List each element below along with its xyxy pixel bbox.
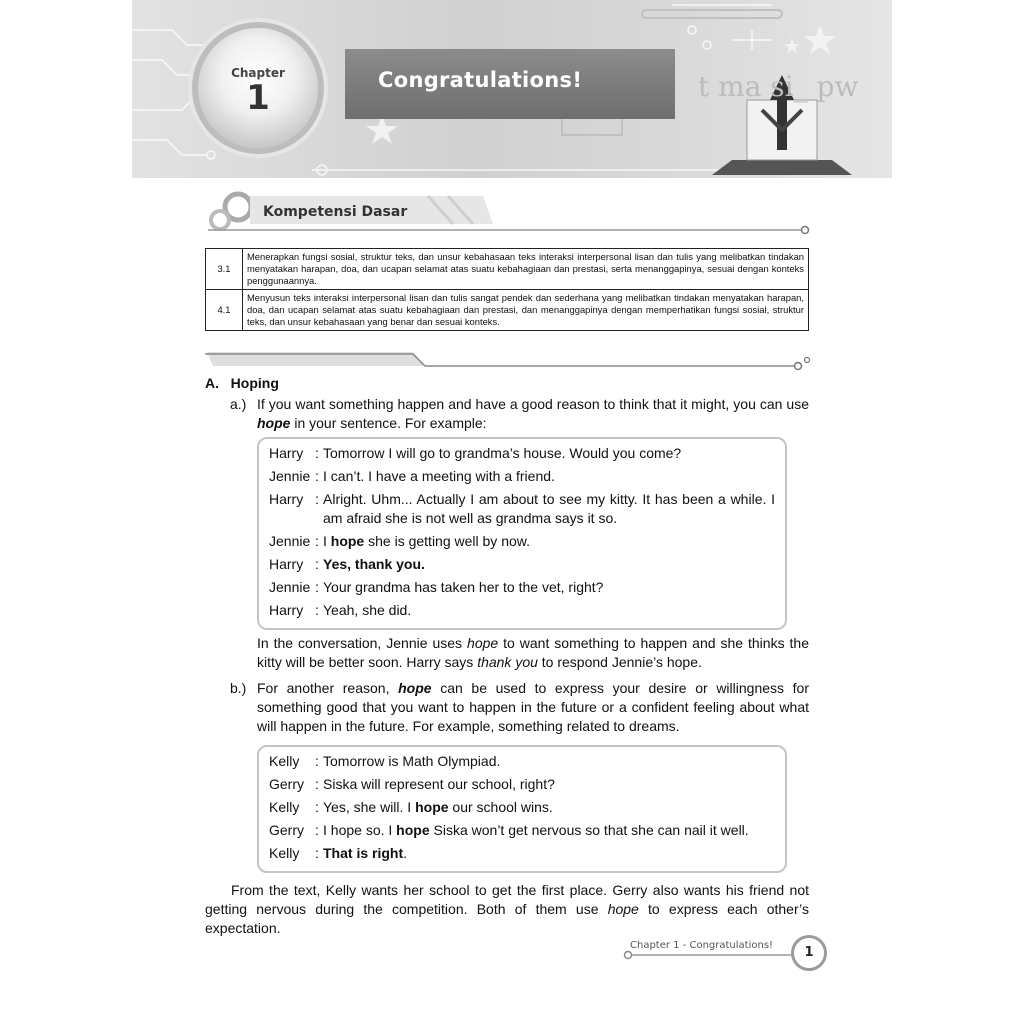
hope-emphasis: hope bbox=[396, 822, 430, 838]
kd-title: Kompetensi Dasar bbox=[263, 204, 408, 220]
page-number-badge bbox=[791, 935, 827, 971]
item-a bbox=[205, 395, 809, 433]
dialog-line: Harry : Yes, thank you. bbox=[269, 556, 425, 572]
speaker: Kelly bbox=[269, 799, 300, 815]
line-text: Tomorrow I will go to grandma’s house. Would you come? bbox=[323, 445, 682, 461]
item-b-label: b.) bbox=[230, 680, 247, 696]
dialog-line: Harry : Alright. Uhm... Actually I am about to see my kitty. It has been a while. I am afraid she is not well as grandma says it so. bbox=[269, 491, 775, 526]
line-text: Alright. Uhm... Actually I am about to see my kitty. It has been a while. I am afraid she is not well as grandma says it so. bbox=[323, 491, 775, 526]
item-a-text-end: in your sentence. For example: bbox=[290, 415, 487, 431]
hope-emphasis: hope bbox=[415, 799, 449, 815]
kd-table bbox=[205, 248, 809, 331]
line-text-end: she is getting well by now. bbox=[364, 533, 530, 549]
footer-line bbox=[622, 948, 802, 968]
item-a-text: If you want something happen and have a good reason to think that it might, you can use bbox=[257, 396, 809, 412]
line-text-end: . bbox=[403, 845, 408, 861]
chapter-badge bbox=[198, 28, 318, 148]
line-text: I can’t. I have a meeting with a friend. bbox=[323, 468, 555, 484]
item-b-text-end: can be used to express your desire or willingness for something good that you want to happen in the future or a confident feeling about what will happen in the future. For example, something related to dreams. bbox=[257, 680, 809, 734]
explain-text: In the conversation, Jennie uses bbox=[257, 635, 468, 651]
response-emphasis: That is right bbox=[323, 845, 404, 861]
conclusion-paragraph bbox=[205, 881, 809, 938]
watermark: t ma si_ pw bbox=[698, 70, 859, 103]
speaker: Gerry bbox=[269, 776, 304, 792]
item-b-text: For another reason, bbox=[257, 680, 399, 696]
speaker: Harry bbox=[269, 445, 304, 461]
line-text: Your grandma has taken her to the vet, right? bbox=[323, 579, 604, 595]
line-text-end: our school wins. bbox=[448, 799, 553, 815]
kd-text: Menerapkan fungsi sosial, struktur teks, dan unsur kebahasaan teks interaksi interpersonal lisan dan tulis yang melibatkan tindakan menyatakan harapan, doa, dan ucapan selamat atas suatu kebahagiaan dan prestasi, serta menanggapinya, sesuai dengan konteks penggunaannya. bbox=[243, 249, 809, 290]
speaker: Gerry bbox=[269, 822, 304, 838]
speaker: Harry bbox=[269, 602, 304, 618]
section-title: Hoping bbox=[230, 375, 279, 391]
hope-emphasis: hope bbox=[257, 415, 291, 431]
dialog-line: Kelly : Yes, she will. I hope our school wins. bbox=[269, 799, 553, 815]
kd-number: 4.1 bbox=[206, 290, 243, 331]
dialog-line: Jennie : Your grandma has taken her to the vet, right? bbox=[269, 579, 604, 595]
hope-emphasis: hope bbox=[607, 901, 639, 917]
line-text: I bbox=[323, 533, 331, 549]
speaker: Kelly bbox=[269, 753, 300, 769]
page-number: 1 bbox=[804, 945, 814, 960]
chapter-label: Chapter bbox=[231, 66, 285, 80]
table-row bbox=[206, 290, 809, 331]
section-letter: A. bbox=[205, 375, 219, 391]
dialog-line: Jennie : I hope she is getting well by now. bbox=[269, 533, 530, 549]
line-text: Tomorrow is Math Olympiad. bbox=[323, 753, 501, 769]
explanation-paragraph bbox=[257, 634, 809, 672]
kd-number: 3.1 bbox=[206, 249, 243, 290]
dialog-line: Kelly : That is right. bbox=[269, 845, 408, 861]
explain-text: to want something to happen and she thinks the kitty will be better soon. Harry says bbox=[257, 635, 809, 670]
conclusion-text: From the text, Kelly wants her school to get the first place. Gerry also wants his friend not getting nervous during the competition. Both of them use bbox=[205, 882, 809, 917]
line-text-end: Siska won’t get nervous so that she can nail it well. bbox=[429, 822, 749, 838]
response-emphasis: Yes, thank you. bbox=[323, 556, 425, 572]
kd-text: Menyusun teks interaksi interpersonal lisan dan tulis sangat pendek dan sederhana yang melibatkan tindakan menyatakan harapan, doa, dan ucapan selamat atas suatu kebahagiaan dan prestasi, dan menanggapinya dengan memperhatikan fungsi sosial, struktur teks, dan unsur kebahasaan yang benar dan sesuai konteks. bbox=[243, 290, 809, 331]
table-row bbox=[206, 249, 809, 290]
thank-you-emphasis: thank you bbox=[477, 654, 538, 670]
speaker: Kelly bbox=[269, 845, 300, 861]
dialog-box-1 bbox=[257, 437, 787, 630]
line-text: Yes, she will. I bbox=[323, 799, 416, 815]
conclusion-text-end: to express each other’s expectation. bbox=[205, 901, 809, 936]
chapter-title: Congratulations! bbox=[378, 68, 583, 92]
dialog-line: Harry : Tomorrow I will go to grandma’s house. Would you come? bbox=[269, 445, 682, 461]
item-b bbox=[205, 679, 809, 736]
kd-footer-decoration bbox=[203, 348, 811, 372]
hope-emphasis: hope bbox=[398, 680, 432, 696]
dialog-box-2 bbox=[257, 745, 787, 873]
chapter-number: 1 bbox=[246, 78, 270, 118]
speaker: Jennie bbox=[269, 533, 311, 549]
section-heading bbox=[205, 374, 809, 393]
explain-text: to respond Jennie’s hope. bbox=[537, 654, 702, 670]
dialog-line: Harry : Yeah, she did. bbox=[269, 602, 412, 618]
speaker: Jennie bbox=[269, 579, 311, 595]
dialog-line: Gerry : Siska will represent our school, right? bbox=[269, 776, 555, 792]
hope-emphasis: hope bbox=[467, 635, 499, 651]
dialog-line: Jennie : I can’t. I have a meeting with a friend. bbox=[269, 468, 555, 484]
line-text: I hope so. I bbox=[323, 822, 397, 838]
main-content bbox=[205, 374, 809, 938]
line-text: Siska will represent our school, right? bbox=[323, 776, 555, 792]
hope-emphasis: hope bbox=[330, 533, 365, 549]
footer-chapter-title: Chapter 1 - Congratulations! bbox=[630, 940, 774, 951]
speaker: Harry bbox=[269, 491, 304, 507]
speaker: Harry bbox=[269, 556, 304, 572]
dialog-line: Gerry : I hope so. I hope Siska won’t get nervous so that she can nail it well. bbox=[269, 822, 749, 838]
line-text: Yeah, she did. bbox=[323, 602, 412, 618]
dialog-line: Kelly : Tomorrow is Math Olympiad. bbox=[269, 753, 501, 769]
item-a-label: a.) bbox=[230, 396, 247, 412]
speaker: Jennie bbox=[269, 468, 311, 484]
